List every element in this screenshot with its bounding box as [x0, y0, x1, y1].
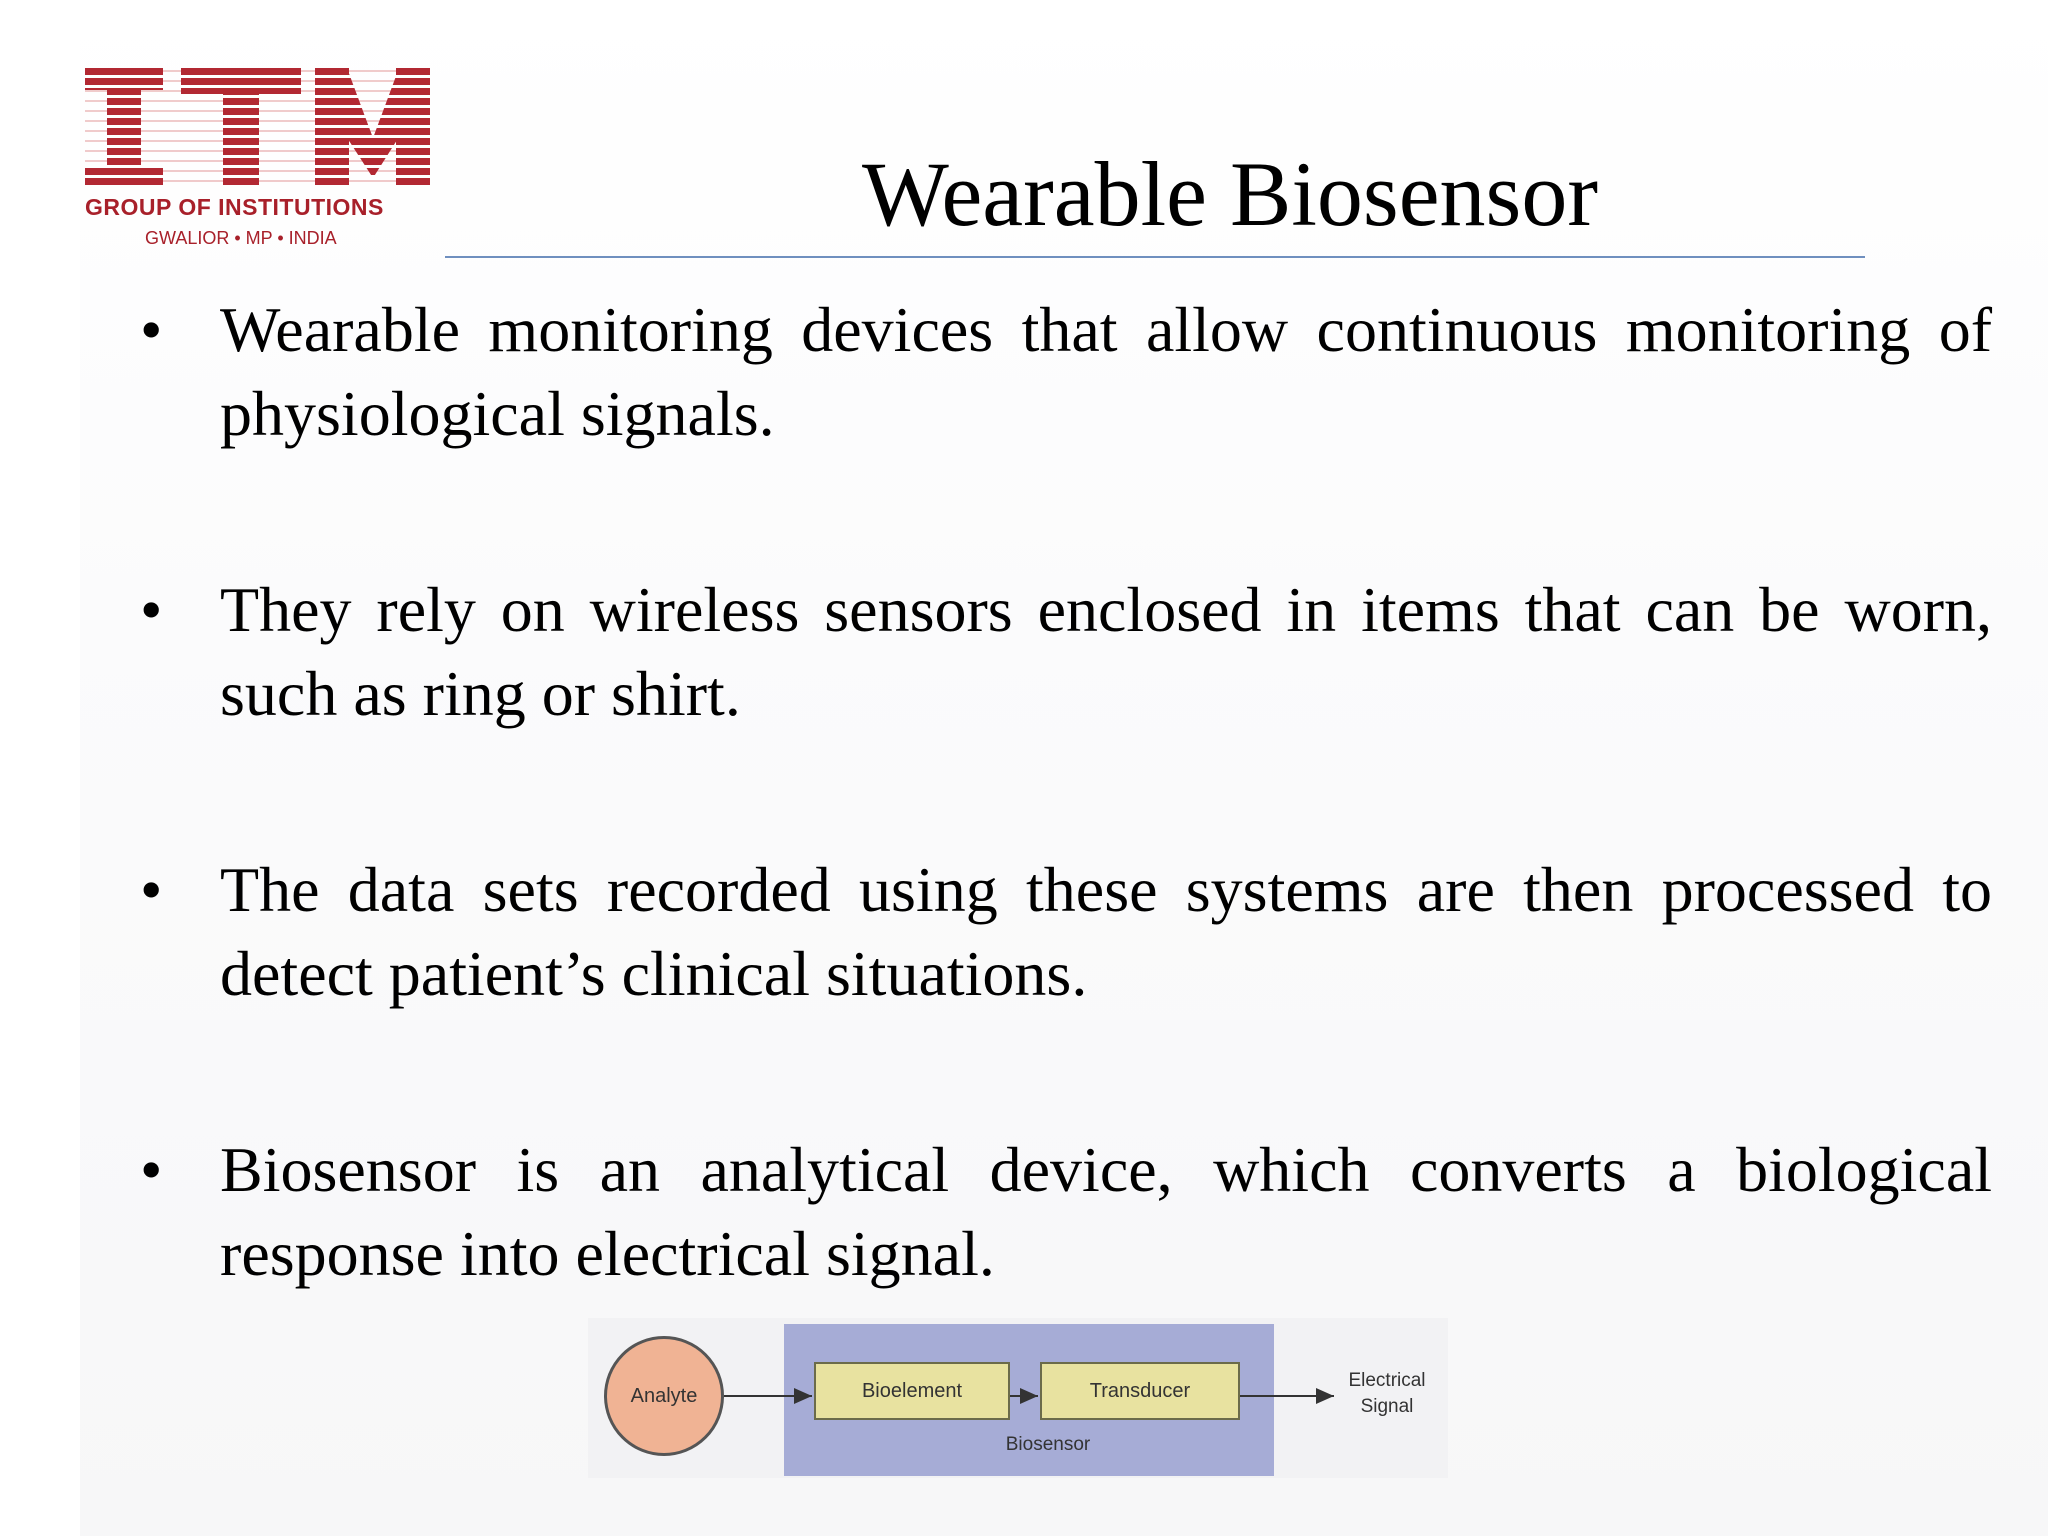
biosensor-label: Biosensor — [1005, 1434, 1091, 1455]
slide-title: Wearable Biosensor — [862, 143, 1598, 245]
bullet-dot: • — [140, 1134, 163, 1205]
itm-logo — [85, 68, 430, 258]
diagram-arrows — [588, 1318, 1448, 1478]
electrical-signal-line2: Signal — [1360, 1396, 1414, 1417]
bullet-text: The data sets recorded using these systems are then processed to detect patient’s clinical situations. — [220, 854, 1992, 1009]
bullet-item — [140, 288, 1992, 456]
bullet-dot: • — [140, 574, 163, 645]
bullet-item — [140, 568, 1992, 736]
title-underline — [445, 256, 1865, 258]
bullet-text: Wearable monitoring devices that allow continuous monitoring of physiological signals. — [220, 294, 1992, 449]
bioelement-label: Bioelement — [861, 1379, 963, 1402]
bullet-item — [140, 848, 1992, 1016]
electrical-signal-line1: Electrical — [1348, 1370, 1426, 1391]
biosensor-diagram — [588, 1318, 1448, 1478]
itm-logo-mark — [85, 68, 430, 188]
logo-location-text: GWALIOR • MP • INDIA — [145, 228, 337, 248]
bullet-item — [140, 1128, 1992, 1296]
bullet-text: They rely on wireless sensors enclosed in items that can be worn, such as ring or shirt. — [220, 574, 1992, 729]
transducer-label: Transducer — [1089, 1379, 1191, 1402]
bullet-dot: • — [140, 294, 163, 365]
analyte-label: Analyte — [630, 1384, 698, 1407]
bullet-text: Biosensor is an analytical device, which converts a biological response into electrical signal. — [220, 1134, 1992, 1289]
bullet-dot: • — [140, 854, 163, 925]
logo-group-text: GROUP OF INSTITUTIONS — [85, 194, 384, 220]
